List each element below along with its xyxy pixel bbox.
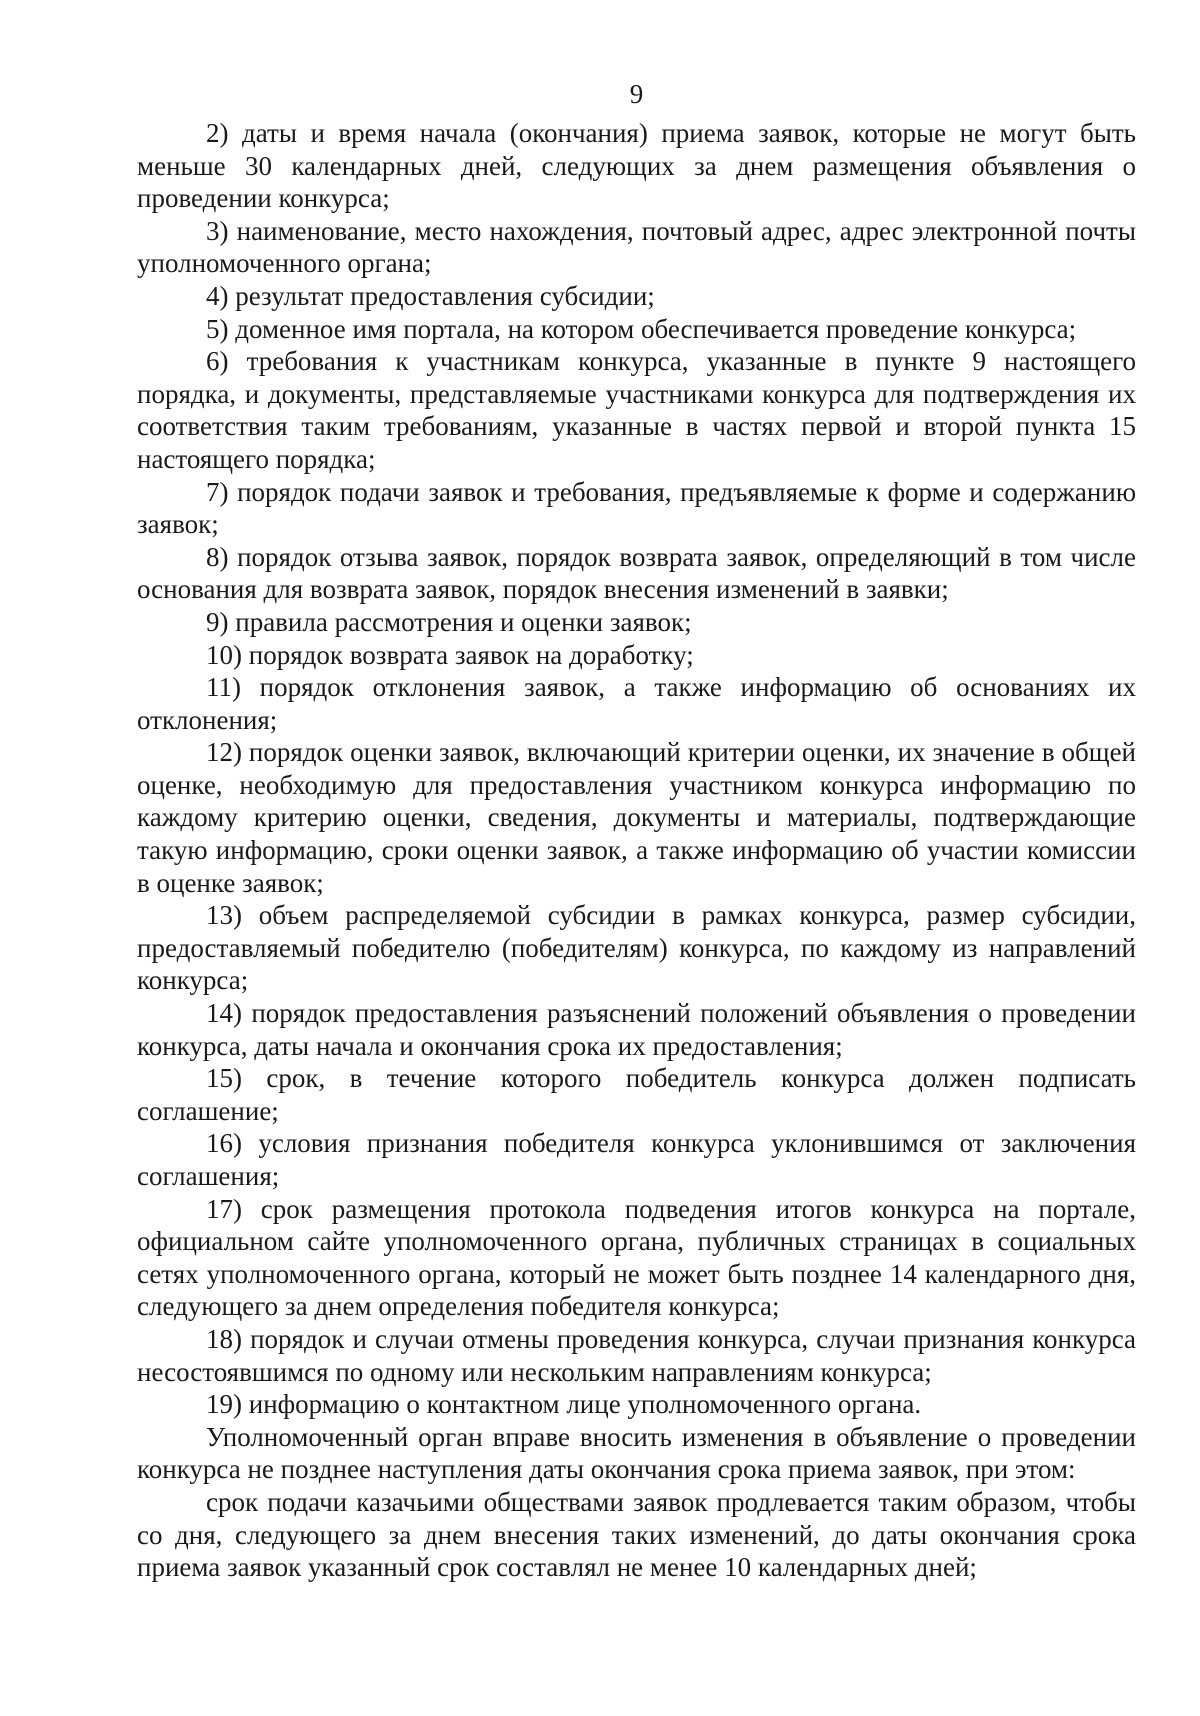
deadline-paragraph: срок подачи казачьими обществами заявок продлевается таким образом, чтобы со дня, следующего за днем внесения таких изменений, до даты окончания срока приема заявок указанный срок составлял не менее 10 календарных дней; [137,1486,1136,1583]
amendment-paragraph: Уполномоченный орган вправе вносить изменения в объявление о проведении конкурса не позднее наступления даты окончания срока приема заявок, при этом: [137,1421,1136,1485]
list-item-14: 14) порядок предоставления разъяснений положений объявления о проведении конкурса, даты начала и окончания срока их предоставления; [137,998,1136,1061]
list-item-13: 13) объем распределяемой субсидии в рамках конкурса, размер субсидии, предоставляемый победителю (победителям) конкурса, по каждому из направлений конкурса; [137,900,1136,996]
list-item-12: 12) порядок оценки заявок, включающий критерии оценки, их значение в общей оценке, необходимую для предоставления участником конкурса информацию по каждому критерию оценки, сведения, документы и материалы, подтверждающие такую информацию, сроки оценки заявок, а также информацию об участии комиссии в оценке заявок; [137,737,1136,898]
list-item-11: 11) порядок отклонения заявок, а также информацию об основаниях их отклонения; [137,672,1136,735]
list-item-2: 2) даты и время начала (окончания) приема заявок, которые не могут быть меньше 30 календарных дней, следующих за днем размещения объявления о проведении конкурса; [137,118,1136,214]
list-item-18: 18) порядок и случаи отмены проведения конкурса, случаи признания конкурса несостоявшимся по одному или нескольким направлениям конкурса; [137,1323,1136,1387]
list-item-3: 3) наименование, место нахождения, почтовый адрес, адрес электронной почты уполномоченного органа; [137,215,1136,279]
list-item-10: 10) порядок возврата заявок на доработку; [206,639,694,670]
list-item-6: 6) требования к участникам конкурса, указанные в пункте 9 настоящего порядка, и документы, представляемые участниками конкурса для подтверждения их соответствия таким требованиям, указанные в частях первой и второй пункта 15 настоящего порядка; [137,346,1136,474]
list-item-19: 19) информацию о контактном лице уполномоченного органа. [206,1389,922,1420]
list-item-8: 8) порядок отзыва заявок, порядок возврата заявок, определяющий в том числе основания для возврата заявок, порядок внесения изменений в заявки; [137,541,1136,605]
list-item-5: 5) доменное имя портала, на котором обеспечивается проведение конкурса; [206,313,1077,344]
list-item-17: 17) срок размещения протокола подведения итогов конкурса на портале, официальном сайте уполномоченного органа, публичных страницах в социальных сетях уполномоченного органа, который не может быть позднее 14 календарного дня, следующего за днем определения победителя конкурса; [137,1193,1136,1322]
list-item-16: 16) условия признания победителя конкурса уклонившимся от заключения соглашения; [137,1128,1136,1191]
page-number: 9 [629,79,644,109]
list-item-9: 9) правила рассмотрения и оценки заявок; [206,606,692,637]
document-body [137,117,1136,1584]
list-item-15: 15) срок, в течение которого победитель конкурса должен подписать соглашение; [137,1063,1136,1126]
list-item-4: 4) результат предоставления субсидии; [206,280,655,311]
list-item-7: 7) порядок подачи заявок и требования, предъявляемые к форме и содержанию заявок; [137,476,1136,540]
